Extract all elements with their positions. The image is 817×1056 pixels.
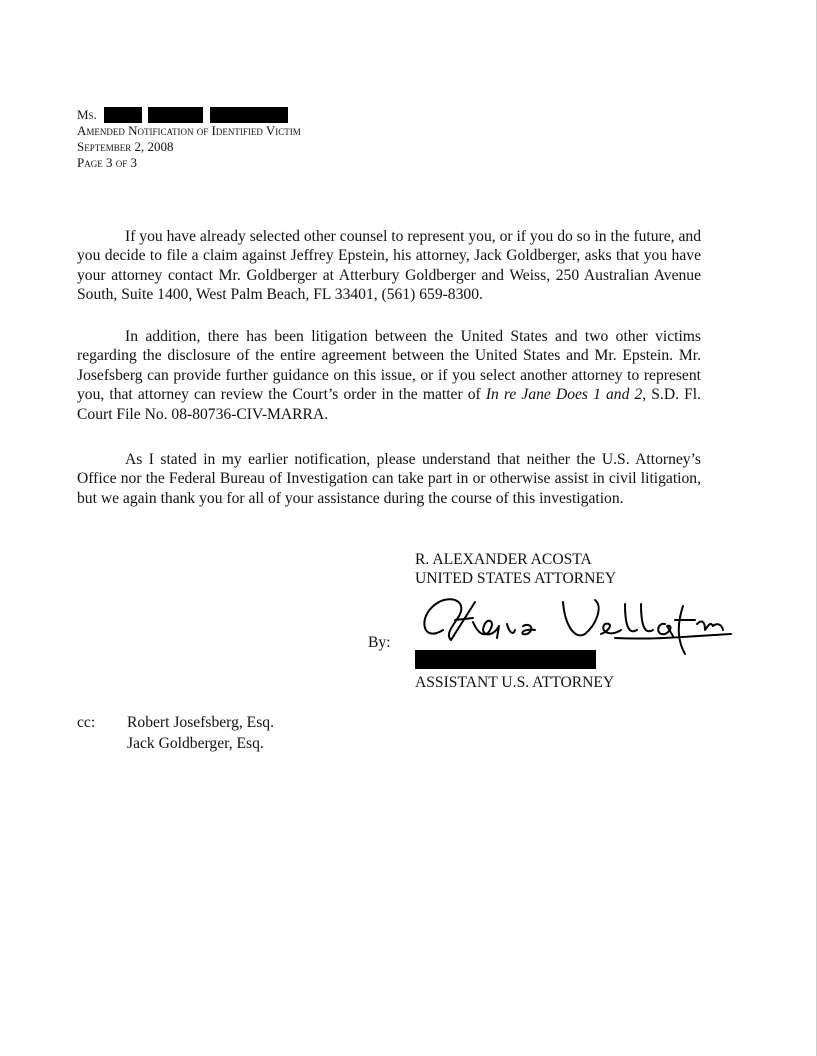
signatory-office: UNITED STATES ATTORNEY: [415, 570, 617, 587]
recipient-line: [77, 107, 301, 123]
paragraph-2-lead: In addition, there has been litigation between the United States and two other victims regarding the disclosure of the entire agreement between the United States and Mr. Epstein. Mr. Josefsberg can provide further guidance on this issue, or if you select another attorney to represent you, that attorney can review the Court’s order in the matter of: [77, 328, 701, 404]
document-date: September 2, 2008: [77, 139, 174, 154]
redaction-box: [210, 107, 288, 123]
handwritten-signature: [415, 590, 735, 658]
cc-recipient: Robert Josefsberg, Esq.: [127, 714, 274, 731]
redaction-box: [415, 650, 596, 669]
paragraph-2-text: [77, 327, 701, 424]
cc-label: cc:: [77, 714, 96, 731]
redaction-box: [104, 107, 142, 123]
salutation: Ms.: [77, 107, 97, 122]
paragraph-2: [77, 327, 701, 424]
paragraph-2-tail: , S.D. Fl. Court File No. 08-80736-CIV-MARRA.: [77, 386, 701, 423]
document-title: Amended Notification of Identified Victim: [77, 123, 301, 138]
cc-block: [77, 712, 274, 752]
paragraph-3-text: As I stated in my earlier notification, please understand that neither the U.S. Attorney’s Office nor the Federal Bureau of Investigation can take part in or otherwise assist in civil litigation, but we again thank you for all of your assistance during the course of this investigation.: [77, 451, 701, 507]
paragraph-1-text: If you have already selected other counsel to represent you, or if you do so in the future, and you decide to file a claim against Jeffrey Epstein, his attorney, Jack Goldberger, asks that you have your attorney contact Mr. Goldberger at Atterbury Goldberger and Weiss, 250 Australian Avenue South, Suite 1400, West Palm Beach, FL 33401, (561) 659-8300.: [77, 228, 701, 304]
signatory-role: ASSISTANT U.S. ATTORNEY: [415, 674, 615, 691]
letter-header: [77, 107, 301, 171]
page-number: Page 3 of 3: [77, 155, 137, 170]
paragraph-3: [77, 450, 701, 508]
paragraph-1: [77, 227, 701, 305]
case-name: In re Jane Does 1 and 2: [485, 386, 643, 404]
by-label: By:: [368, 634, 391, 651]
signatory-name: R. ALEXANDER ACOSTA: [415, 551, 592, 568]
redaction-box: [148, 107, 203, 123]
cc-recipients: [127, 712, 274, 754]
cc-recipient: Jack Goldberger, Esq.: [127, 735, 264, 752]
